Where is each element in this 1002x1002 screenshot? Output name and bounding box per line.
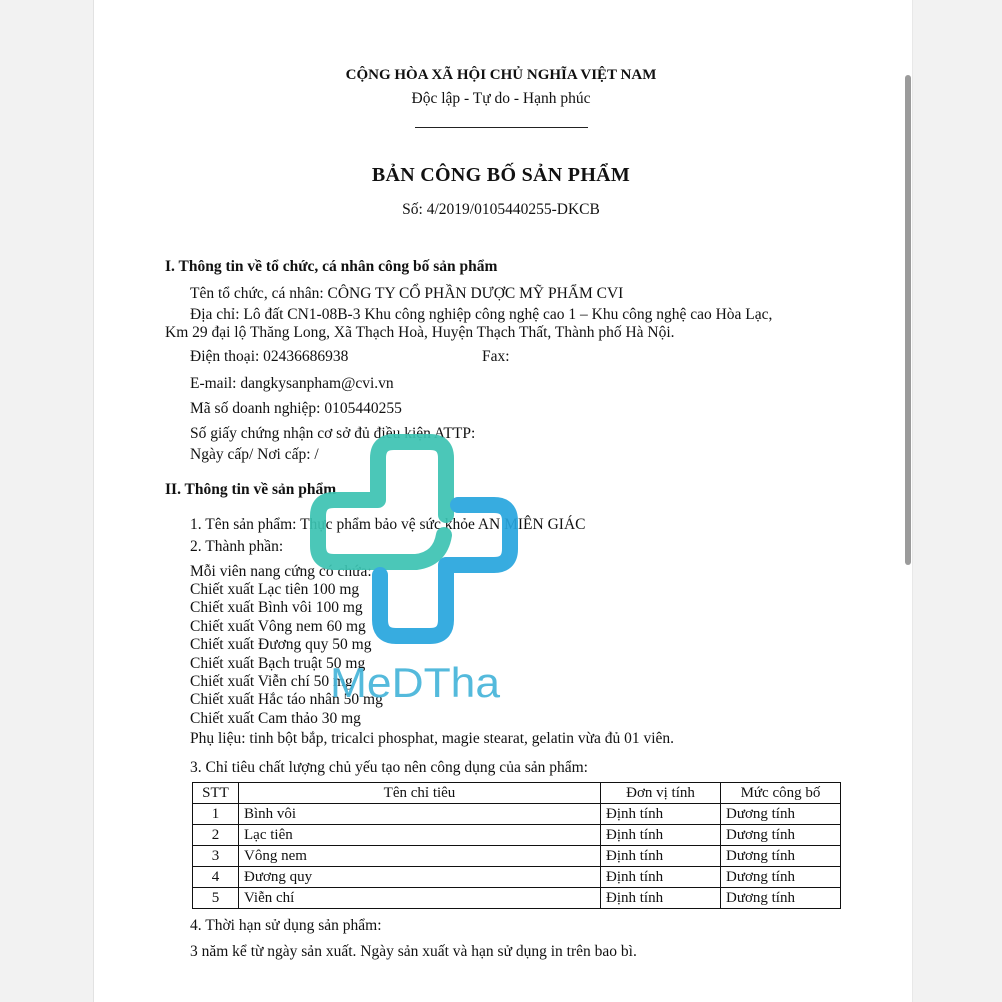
cell-stt: 3	[193, 846, 239, 867]
ingredient-item: Chiết xuất Bình vôi 100 mg	[190, 599, 363, 617]
cell-criteria: Đương quy	[239, 867, 601, 888]
ingredient-item: Chiết xuất Vông nem 60 mg	[190, 617, 366, 635]
address-line-1: Địa chỉ: Lô đất CN1-08B-3 Khu công nghiệp công nghệ cao 1 – Khu công nghệ cao Hòa Lạc,	[190, 306, 773, 323]
ingredient-item: Chiết xuất Lạc tiên 100 mg	[190, 581, 360, 598]
shelf-life: 3 năm kể từ ngày sản xuất. Ngày sản xuất và hạn sử dụng in trên bao bì.	[190, 943, 637, 960]
ingredients-heading: 2. Thành phần:	[190, 538, 284, 555]
cell-level: Dương tính	[721, 804, 841, 825]
section2-heading: II. Thông tin về sản phẩm	[165, 481, 337, 498]
cell-criteria: Lạc tiên	[239, 825, 601, 846]
country-name: CỘNG HÒA XÃ HỘI CHỦ NGHĨA VIỆT NAM	[345, 67, 657, 83]
cell-criteria: Bình vôi	[239, 804, 601, 825]
quality-criteria-table	[192, 782, 841, 909]
excipients: Phụ liệu: tinh bột bắp, tricalci phosphat, magie stearat, gelatin vừa đủ 01 viên.	[190, 730, 675, 747]
column-header-unit: Đơn vị tính	[601, 783, 721, 804]
table-row	[193, 804, 841, 825]
logo-wordmark: MeDTha	[330, 659, 501, 706]
cell-criteria: Vông nem	[239, 846, 601, 867]
ingredient-item: Chiết xuất Hắc táo nhân 50 mg	[190, 691, 383, 709]
table-row	[193, 888, 841, 909]
email: E-mail: dangkysanpham@cvi.vn	[190, 375, 394, 392]
cell-level: Dương tính	[721, 825, 841, 846]
motto: Độc lập - Tự do - Hạnh phúc	[411, 90, 591, 107]
cell-unit: Định tính	[601, 825, 721, 846]
cell-level: Dương tính	[721, 867, 841, 888]
ingredient-item: Chiết xuất Cam thảo 30 mg	[190, 709, 361, 727]
issue-date-place: Ngày cấp/ Nơi cấp: /	[190, 446, 319, 463]
section1-heading: I. Thông tin về tổ chức, cá nhân công bố sản phẩm	[165, 258, 498, 275]
fax: Fax:	[482, 348, 510, 365]
quality-heading: 3. Chỉ tiêu chất lượng chủ yếu tạo nên công dụng của sản phẩm:	[190, 759, 588, 776]
column-header-level: Mức công bố	[721, 783, 841, 804]
address-line-2: Km 29 đại lộ Thăng Long, Xã Thạch Hoà, Huyện Thạch Thất, Thành phố Hà Nội.	[165, 324, 675, 341]
organization-name: Tên tổ chức, cá nhân: CÔNG TY CỔ PHẦN DƯỢC MỸ PHẨM CVI	[190, 285, 624, 302]
column-header-criteria: Tên chỉ tiêu	[239, 783, 601, 804]
table-row	[193, 825, 841, 846]
food-safety-certificate: Số giấy chứng nhận cơ sở đủ điều kiện ATTP:	[190, 425, 476, 442]
vertical-scrollbar-thumb[interactable]	[905, 75, 911, 565]
column-header-stt: STT	[193, 783, 239, 804]
cell-unit: Định tính	[601, 804, 721, 825]
table-row	[193, 867, 841, 888]
cell-unit: Định tính	[601, 867, 721, 888]
cell-criteria: Viễn chí	[239, 888, 601, 909]
cell-unit: Định tính	[601, 888, 721, 909]
ingredient-item: Chiết xuất Bạch truật 50 mg	[190, 654, 366, 672]
cell-stt: 5	[193, 888, 239, 909]
product-name: 1. Tên sản phẩm: Thực phẩm bảo vệ sức khỏe AN MIÊN GIÁC	[190, 516, 586, 533]
cell-stt: 1	[193, 804, 239, 825]
phone: Điện thoại: 02436686938	[190, 348, 349, 365]
motto-underline	[415, 127, 588, 128]
cell-unit: Định tính	[601, 846, 721, 867]
table-header-row	[193, 783, 841, 804]
table-row	[193, 846, 841, 867]
cell-stt: 2	[193, 825, 239, 846]
document-title: BẢN CÔNG BỐ SẢN PHẨM	[371, 164, 631, 186]
ingredient-item: Chiết xuất Đương quy 50 mg	[190, 636, 372, 654]
tax-code: Mã số doanh nghiệp: 0105440255	[190, 400, 402, 417]
cell-level: Dương tính	[721, 888, 841, 909]
cell-level: Dương tính	[721, 846, 841, 867]
per-capsule-label: Mỗi viên nang cứng có chứa:	[190, 563, 372, 580]
document-number: Số: 4/2019/0105440255-DKCB	[402, 201, 600, 218]
ingredient-item: Chiết xuất Viễn chí 50 mg	[190, 673, 353, 690]
cell-stt: 4	[193, 867, 239, 888]
shelf-life-heading: 4. Thời hạn sử dụng sản phẩm:	[190, 917, 382, 934]
